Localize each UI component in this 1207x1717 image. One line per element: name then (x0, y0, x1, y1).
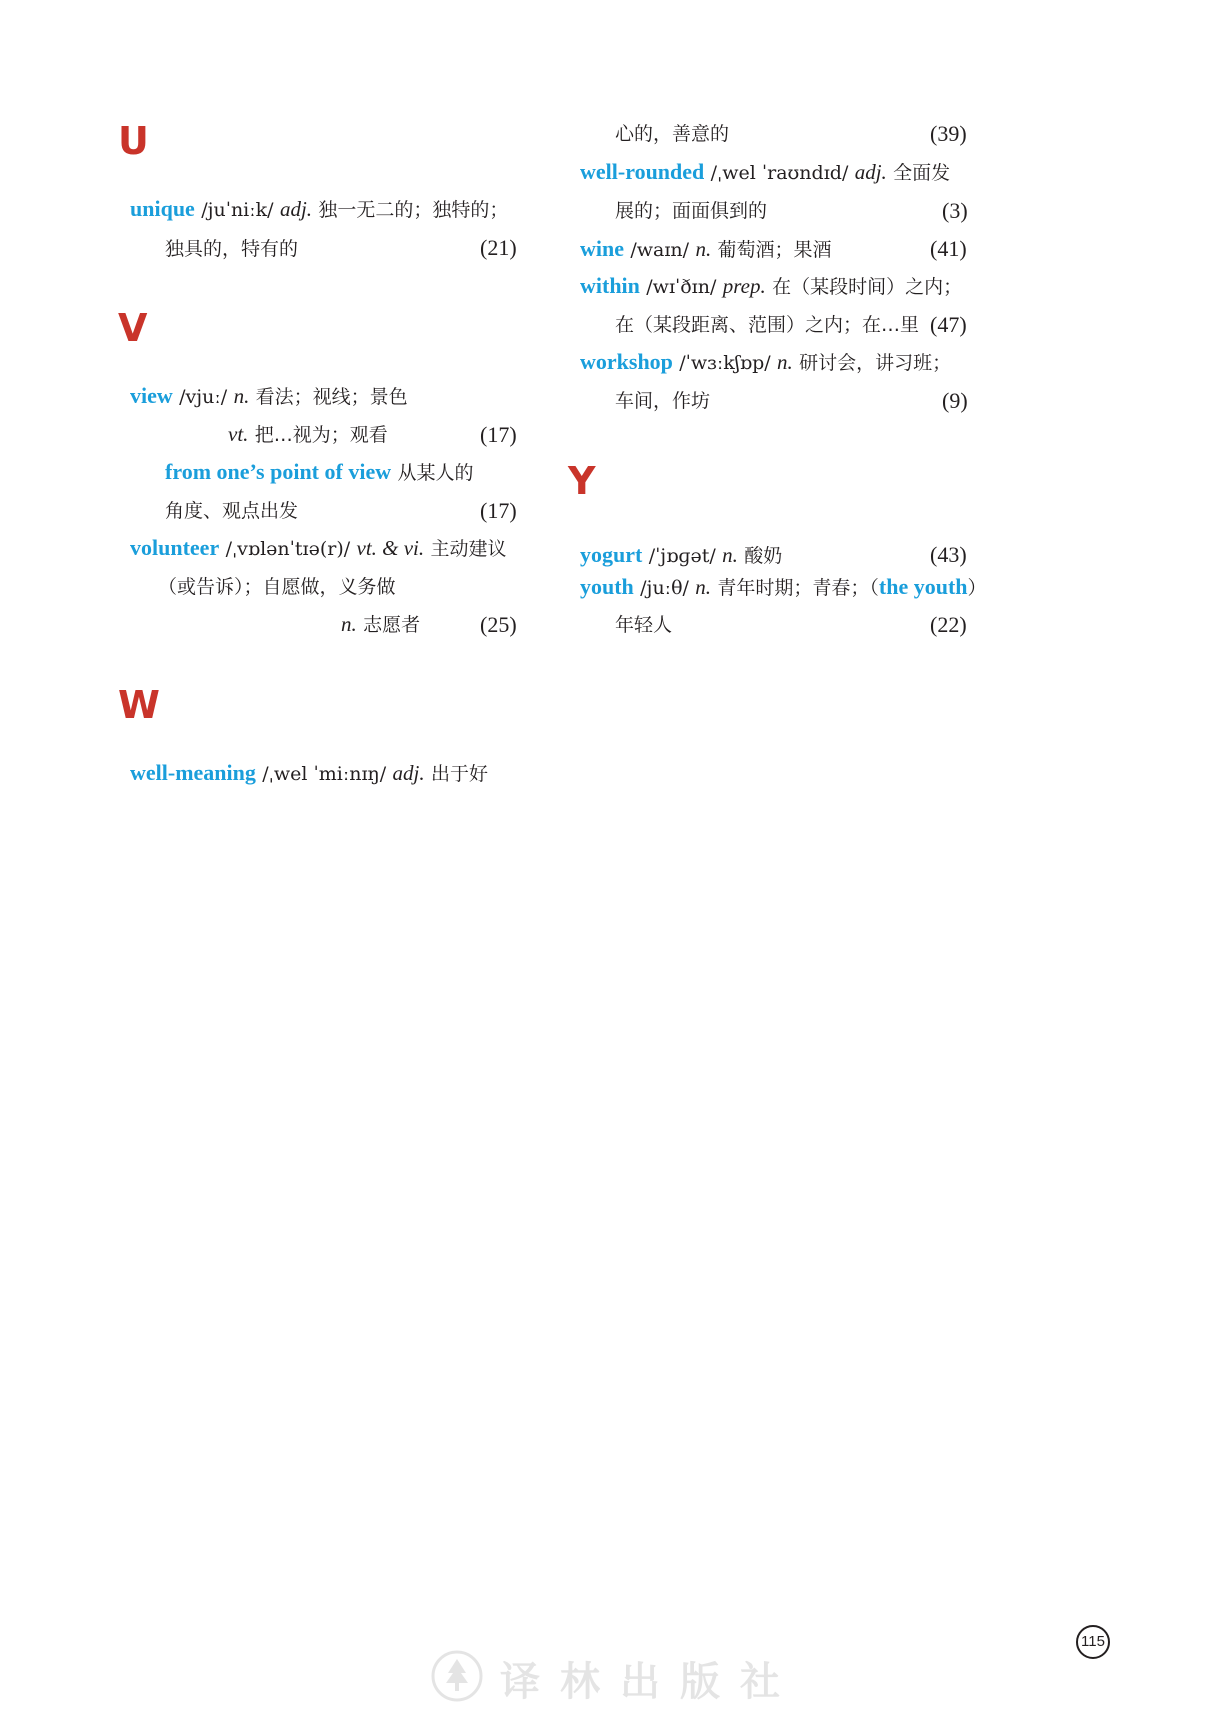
definition: 志愿者 (363, 614, 421, 636)
phonetic: /ˌvɒlənˈtɪə(r)/ (225, 538, 351, 560)
entry-view-line2 (228, 424, 388, 445)
definition: 心的，善意的 (615, 123, 730, 145)
page-ref: (9) (942, 388, 968, 413)
definition: 在（某段距离、范围）之内；在…里 (615, 314, 920, 336)
part-of-speech: vt. (228, 422, 249, 446)
definition: 展的；面面俱到的 (615, 200, 768, 222)
definition: 独一无二的；独特的； (318, 199, 509, 221)
page-number: 115 (1076, 1625, 1110, 1659)
headword: well-meaning (130, 760, 256, 785)
phonetic: /vjuː/ (179, 386, 228, 408)
entry-youth-line1 (580, 576, 987, 598)
part-of-speech: n. (341, 612, 357, 636)
definition: 在（某段时间）之内； (772, 276, 963, 298)
part-of-speech: n. (233, 384, 250, 408)
phrase-headword: from one’s point of view (165, 459, 392, 484)
entry-youth-line2 (615, 614, 672, 635)
entry-within-line2 (615, 314, 919, 335)
page-ref: (17) (480, 498, 517, 523)
definition: 研讨会，讲习班； (799, 352, 952, 374)
definition: 把…视为；观看 (254, 424, 388, 446)
definition: 主动建议 (430, 538, 507, 560)
definition: 独具的，特有的 (165, 238, 299, 260)
definition: 角度、观点出发 (165, 500, 299, 522)
page-ref: (25) (480, 612, 517, 637)
entry-workshop-line1 (580, 351, 951, 373)
headword: within (580, 273, 640, 298)
entry-workshop-line2 (615, 390, 710, 411)
page-ref: (21) (480, 235, 517, 260)
headword: volunteer (130, 535, 220, 560)
page-ref: (47) (930, 312, 967, 337)
definition: 看法；视线；景色 (255, 386, 408, 408)
definition-close: ） (967, 577, 987, 599)
part-of-speech: n. (695, 575, 712, 599)
phonetic: /ˌwel ˈmiːnɪŋ/ (262, 763, 387, 785)
headword: youth (580, 574, 634, 599)
entry-yogurt-line1 (580, 544, 782, 566)
entry-phrase-line1 (165, 461, 473, 483)
section-letter-y: Y (568, 459, 596, 503)
entry-well-rounded-line1 (580, 161, 950, 183)
publisher-name: 译林出版社 (500, 1657, 800, 1705)
part-of-speech: vt. & vi. (356, 536, 425, 560)
page-ref: (3) (942, 198, 968, 223)
phonetic: /waɪn/ (630, 239, 690, 261)
page-ref: (41) (930, 236, 967, 261)
definition: 从某人的 (397, 462, 474, 484)
entry-phrase-line2 (165, 500, 298, 521)
page-ref: (39) (930, 121, 967, 146)
headword: yogurt (580, 542, 643, 567)
section-letter-v: V (118, 306, 148, 350)
entry-well-meaning-line2 (615, 123, 729, 144)
phonetic: /wɪˈðɪn/ (646, 276, 717, 298)
part-of-speech: n. (695, 237, 712, 261)
part-of-speech: adj. (279, 197, 313, 221)
definition: 全面发 (893, 162, 951, 184)
part-of-speech: adj. (854, 160, 887, 184)
page-ref: (17) (480, 422, 517, 447)
part-of-speech: n. (722, 543, 738, 567)
entry-unique-line1 (130, 198, 508, 220)
phonetic: /ˈwɜːkʃɒp/ (679, 352, 771, 374)
headword: view (130, 383, 173, 408)
definition: （或告诉）；自愿做，义务做 (158, 576, 396, 598)
headword: unique (130, 196, 195, 221)
part-of-speech: prep. (722, 274, 766, 298)
tree-logo-icon (430, 1649, 484, 1707)
entry-volunteer-line1 (130, 537, 507, 559)
part-of-speech: n. (777, 350, 793, 374)
phonetic: /ˈjɒɡət/ (648, 545, 716, 567)
publisher-footer (430, 1650, 800, 1706)
entry-volunteer-line2 (158, 576, 396, 597)
section-letter-u: U (118, 119, 149, 163)
entry-view-line1 (130, 385, 408, 407)
section-letter-w: W (118, 683, 160, 727)
phonetic: /ˌwel ˈraʊndɪd/ (710, 162, 849, 184)
part-of-speech: adj. (392, 761, 425, 785)
phrase-headword: the youth (878, 574, 968, 599)
entry-well-meaning-line1 (130, 762, 488, 784)
entry-unique-line2 (165, 238, 298, 259)
definition: 车间，作坊 (615, 390, 711, 412)
phonetic: /juˈniːk/ (201, 199, 274, 221)
definition: 出于好 (430, 763, 488, 785)
definition: 葡萄酒；果酒 (717, 239, 832, 261)
entry-volunteer-line3 (341, 614, 420, 635)
phonetic: /juːθ/ (640, 577, 689, 599)
entry-well-rounded-line2 (615, 200, 767, 221)
entry-within-line1 (580, 275, 962, 297)
definition: 年轻人 (615, 614, 673, 636)
headword: wine (580, 236, 624, 261)
definition: 酸奶 (744, 545, 783, 567)
page-ref: (22) (930, 612, 967, 637)
definition: 青年时期；青春；（ (717, 577, 879, 599)
headword: workshop (580, 349, 673, 374)
page-ref: (43) (930, 542, 967, 567)
headword: well-rounded (580, 159, 705, 184)
entry-wine-line1 (580, 238, 832, 260)
